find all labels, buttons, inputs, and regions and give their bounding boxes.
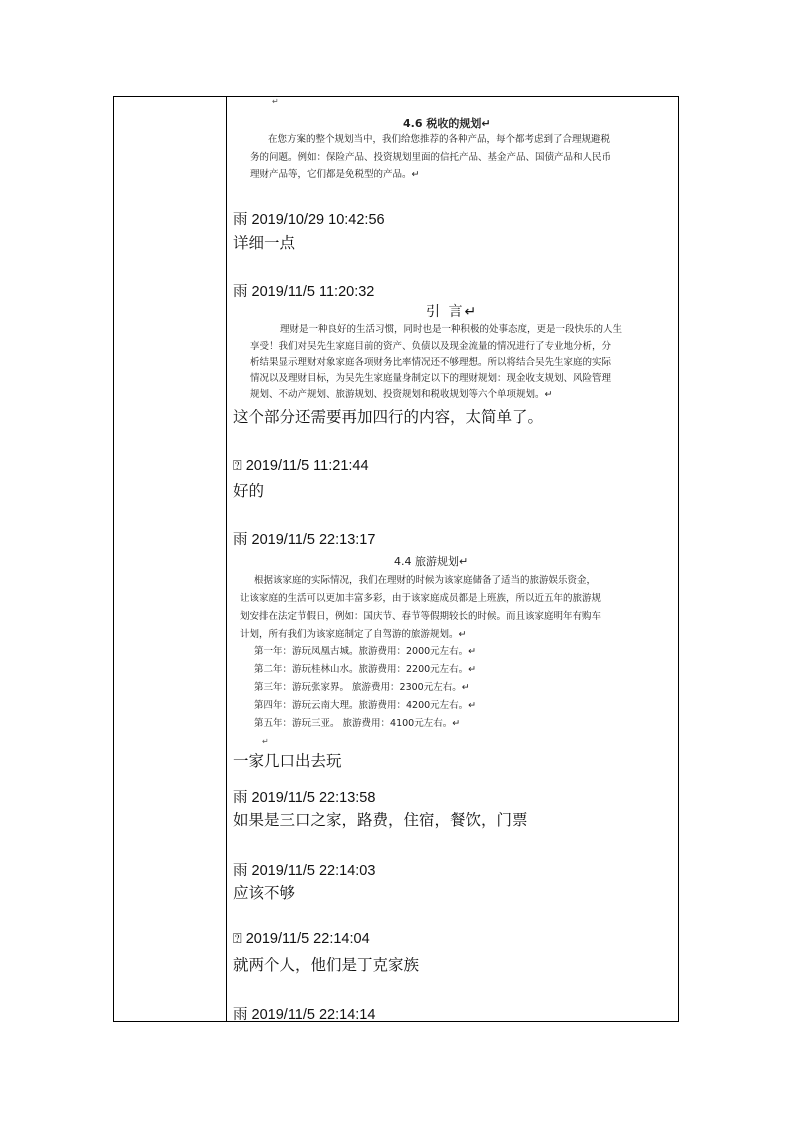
snippet-line: 务的问题。例如：保险产品、投资规划里面的信托产品、基金产品、国债产品和人民币 [250,152,612,163]
comment-column [226,97,678,1021]
message-text: 应该不够 [233,884,296,902]
message-text: 详细一点 [233,234,296,252]
message-text: 就两个人，他们是丁克家族 [233,956,420,974]
message-text: 好的 [233,482,265,500]
snippet-line: 理财产品等，它们都是免税型的产品。↵ [250,169,420,180]
message-timestamp: 雨 2019/11/5 22:14:14 [233,1007,376,1023]
snippet-line: 理财是一种良好的生活习惯，同时也是一种积极的处事态度，更是一段快乐的人生 [280,324,623,335]
snippet-line: 情况以及理财目标，为吴先生家庭量身制定以下的理财规划：现金收支规划、风险管理 [250,373,612,384]
message-timestamp: 雨 2019/11/5 11:20:32 [233,284,375,300]
snippet-line: 规划、不动产规划、旅游规划、投资规划和税收规划等六个单项规划。↵ [250,389,553,400]
travel-plan-line: 第二年：游玩桂林山水。旅游费用：2200元左右。↵ [254,664,477,675]
snippet-heading-travel: 4.4 旅游规划↵ [394,555,469,568]
message-timestamp: ⍰ 2019/11/5 11:21:44 [233,458,369,474]
snippet-heading-intro: 引 言↵ [426,304,479,320]
snippet-line: 划安排在法定节假日，例如：国庆节、春节等假期较长的时候。而且该家庭明年有购车 [240,611,602,622]
snippet-line: 在您方案的整个规划当中，我们给您推荐的各种产品，每个都考虑到了合理规避税 [268,134,611,145]
snippet-heading-tax: 4.6 税收的规划↵ [403,117,491,130]
message-text: 这个部分还需要再加四行的内容，太简单了。 [233,408,544,426]
travel-plan-line: 第一年：游玩凤凰古城。旅游费用：2000元左右。↵ [254,646,477,657]
message-text: 如果是三口之家，路费，住宿，餐饮，门票 [233,811,528,829]
left-column [114,97,227,1021]
travel-plan-line: 第五年：游玩三亚。 旅游费用：4100元左右。↵ [254,718,461,729]
message-text: 一家几口出去玩 [233,752,342,770]
snippet-line: 让该家庭的生活可以更加丰富多彩，由于该家庭成员都是上班族，所以近五年的旅游规 [240,593,602,604]
snippet-line: 析结果显示理财对象家庭各项财务比率情况还不够理想。所以将结合吴先生家庭的实际 [250,357,612,368]
paragraph-mark: ↵ [262,737,269,746]
paragraph-mark: ↵ [272,97,279,106]
message-timestamp: ⍰ 2019/11/5 22:14:04 [233,931,370,947]
message-timestamp: 雨 2019/11/5 22:13:17 [233,532,376,548]
travel-plan-line: 第四年：游玩云南大理。旅游费用：4200元左右。↵ [254,700,477,711]
snippet-line: 根据该家庭的实际情况，我们在理财的时候为该家庭储备了适当的旅游娱乐资金， [254,575,597,586]
message-timestamp: 雨 2019/11/5 22:14:03 [233,863,376,879]
message-timestamp: 雨 2019/10/29 10:42:56 [233,212,385,228]
travel-plan-line: 第三年：游玩张家界。 旅游费用：2300元左右。↵ [254,682,470,693]
snippet-line: 计划，所有我们为该家庭制定了自驾游的旅游规划。↵ [240,629,467,640]
message-timestamp: 雨 2019/11/5 22:13:58 [233,790,376,806]
document-table [113,96,679,1022]
snippet-line: 享受！我们对吴先生家庭目前的资产、负债以及现金流量的情况进行了专业地分析，分 [250,341,612,352]
